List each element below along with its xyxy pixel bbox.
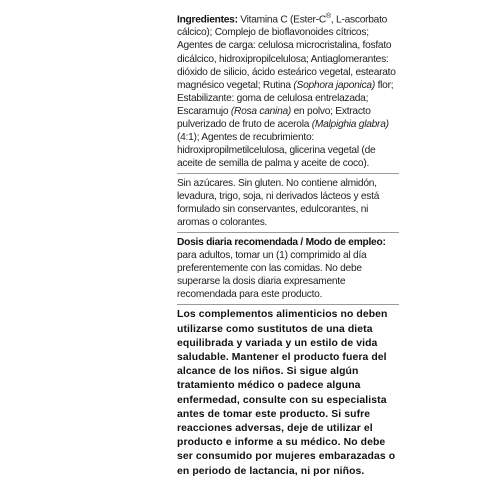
free-from-statement: Sin azúcares. Sin gluten. No contiene almidón, levadura, trigo, soja, ni derivados lácteos y está formulado sin conservantes, edulcorantes, ni aromas o colorantes. (177, 177, 380, 229)
ingredients-text-5: (4:1); Agentes de recubrimiento: hidroxipropilmetilcelulosa, glicerina vegetal (de aceite de semilla de palma y aceite de coco). (177, 131, 376, 169)
ingredients-text-4: en polvo; Extracto pulverizado de fruto de acerola (177, 105, 371, 130)
ingredients-text-1: Vitamina C (Ester-C (237, 14, 326, 26)
divider-3 (177, 304, 399, 305)
ingredients-text-2: , L-ascorbato cálcico); Complejo de bioflavonoides cítricos; Agentes de carga: celulosa microcristalina, fosfato dicálcico, hidroxipropilcelulosa; Antiaglomerantes: dióxido de silicio, ácido esteárico vegetal, estearato magnésico vegetal; Rutina (177, 14, 396, 91)
product-label-text (177, 10, 399, 479)
dosage-heading: Dosis diaria recomendada / Modo de empleo: (177, 237, 386, 249)
acerola-botanical-name: (Malpighia glabra) (311, 118, 389, 130)
dosage-paragraph (177, 236, 399, 301)
registered-trademark-mark: ® (325, 13, 331, 20)
divider-1 (177, 173, 399, 174)
rutin-botanical-name: (Sophora japonica) (293, 79, 375, 91)
ingredients-paragraph (177, 10, 399, 170)
divider-2 (177, 232, 399, 233)
dosage-text: para adultos, tomar un (1) comprimido al día preferentemente con las comidas. No debe superarse la dosis diaria expresamente recomendada para este producto. (177, 250, 367, 301)
rosehip-botanical-name: (Rosa canina) (230, 105, 292, 117)
warning-statement: Los complementos alimenticios no deben utilizarse como sustitutos de una dieta equilibrada y variada y un estilo de vida saludable. Mantener el producto fuera del alcance de los niños. Si sigue algún tratamiento médico o padece alguna enfermedad, consulte con su especialista antes de tomar este producto. Si sufre reacciones adversas, deje de utilizar el producto e informe a su médico. No debe ser consumido por mujeres embarazadas o en periodo de lactancia, ni por niños. (177, 309, 396, 477)
ingredients-heading: Ingredientes: (177, 14, 238, 26)
ingredients-text-3: flor; Estabilizante: goma de celulosa entrelazada; Escaramujo (177, 79, 394, 117)
